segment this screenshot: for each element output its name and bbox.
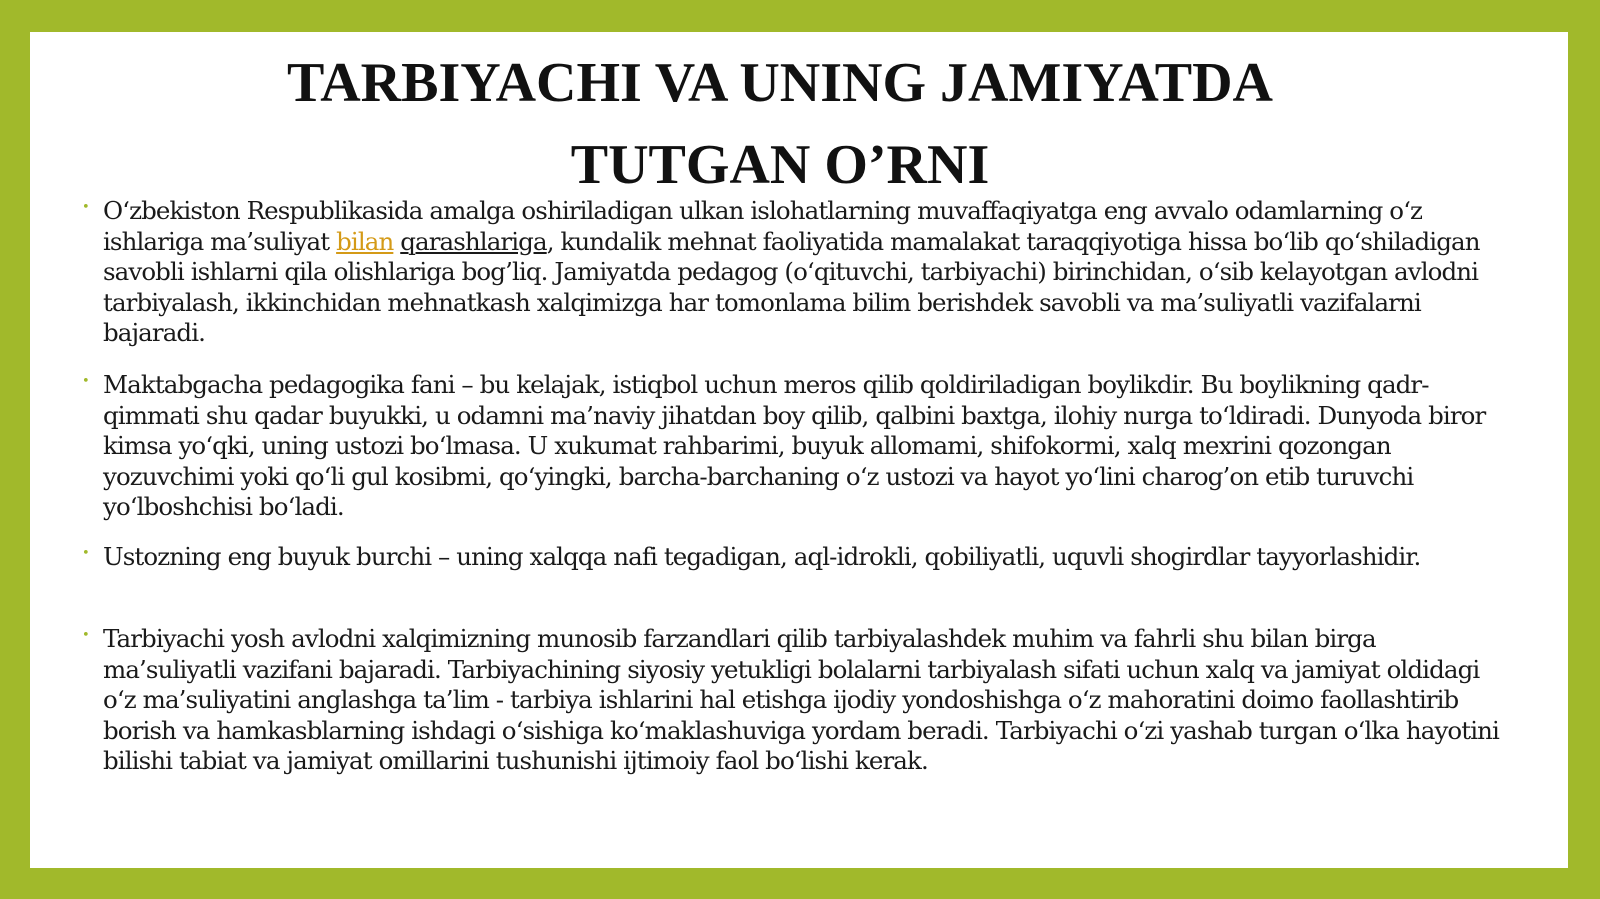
bullet-item-4	[0, 624, 1600, 777]
title-line-2: TUTGAN O’RNI	[570, 134, 990, 196]
bullet-item-1	[0, 196, 1600, 349]
bullet-icon: •	[82, 546, 89, 561]
bullet-icon: •	[82, 374, 89, 389]
slide-title	[0, 42, 1560, 206]
bullet-icon: •	[82, 200, 89, 215]
bullet-item-2	[0, 370, 1600, 523]
title-line-1: TARBIYACHI VA UNING JAMIYATDA	[287, 52, 1273, 114]
bullet-text-tail: , kundalik mehnat faoliyatida mamalakat taraqqiyotiga hissa bo‘lib qo‘shiladigan savobli ishlarni qila olishlariga bog’liq. Jamiyatda pedagog (o‘qituvchi, tarbiyachi) birinchidan, o‘sib kelayotgan avlodni tarbiyalash, ikkinchidan mehnatkash xalqimizga har tomonlama bilim berishdek savobli va ma’suliyatli vazifalarni bajaradi.	[103, 226, 1480, 347]
bullet-text: Ustozning eng buyuk burchi – uning xalqqa nafi tegadigan, aql-idrokli, qobiliyatli, uquvli shogirdlar tayyorlashidir.	[103, 542, 1421, 571]
link-qarashlariga[interactable]: qarashlariga	[400, 226, 547, 256]
bullet-text: Tarbiyachi yosh avlodni xalqimizning munosib farzandlari qilib tarbiyalashdek muhim va fahrli shu bilan birga ma’suliyatli vazifani bajaradi. Tarbiyachining siyosiy yetukligi bolalarni tarbiyalash sifati uchun xalq va jamiyat oldidagi o‘z ma’suliyatini anglashga ta’lim - tarbiya ishlarini hal etishga ijodiy yondoshishga o‘z mahoratini doimo faollashtirib borish va hamkasblarning ishdagi o‘sishiga ko‘maklashuviga yordam beradi. Tarbiyachi o‘zi yashab turgan o‘lka hayotini bilishi tabiat va jamiyat omillarini tushunishi ijtimoiy faol bo‘lishi kerak.	[103, 624, 1499, 775]
bullet-text: Maktabgacha pedagogika fani – bu kelajak, istiqbol uchun meros qilib qoldiriladigan boylikdir. Bu boylikning qadr-qimmati shu qadar buyukki, u odamni ma’naviy jihatdan boy qilib, qalbini baxtga, ilohiy nurga to‘ldiradi. Dunyoda biror kimsa yo‘qki, uning ustozi bo‘lmasa. U xukumat rahbarimi, buyuk allomami, shifokormi, xalq mexrini qozongan yozuvchimi yoki qo‘li gul kosibmi, qo‘yingki, barcha-barchaning o‘z ustozi va hayot yo‘lini charog’on etib turuvchi yo‘lboshchisi bo‘ladi.	[103, 370, 1486, 521]
link-bilan[interactable]: bilan	[336, 226, 394, 256]
bullet-text: O‘zbekiston Respublikasida amalga oshiriladigan ulkan islohatlarning muvaffaqiyatga eng avvalo odamlarning o‘z ishlariga ma’suliyat	[103, 196, 1423, 256]
bullet-item-3	[0, 542, 1516, 573]
bullet-icon: •	[82, 628, 89, 643]
